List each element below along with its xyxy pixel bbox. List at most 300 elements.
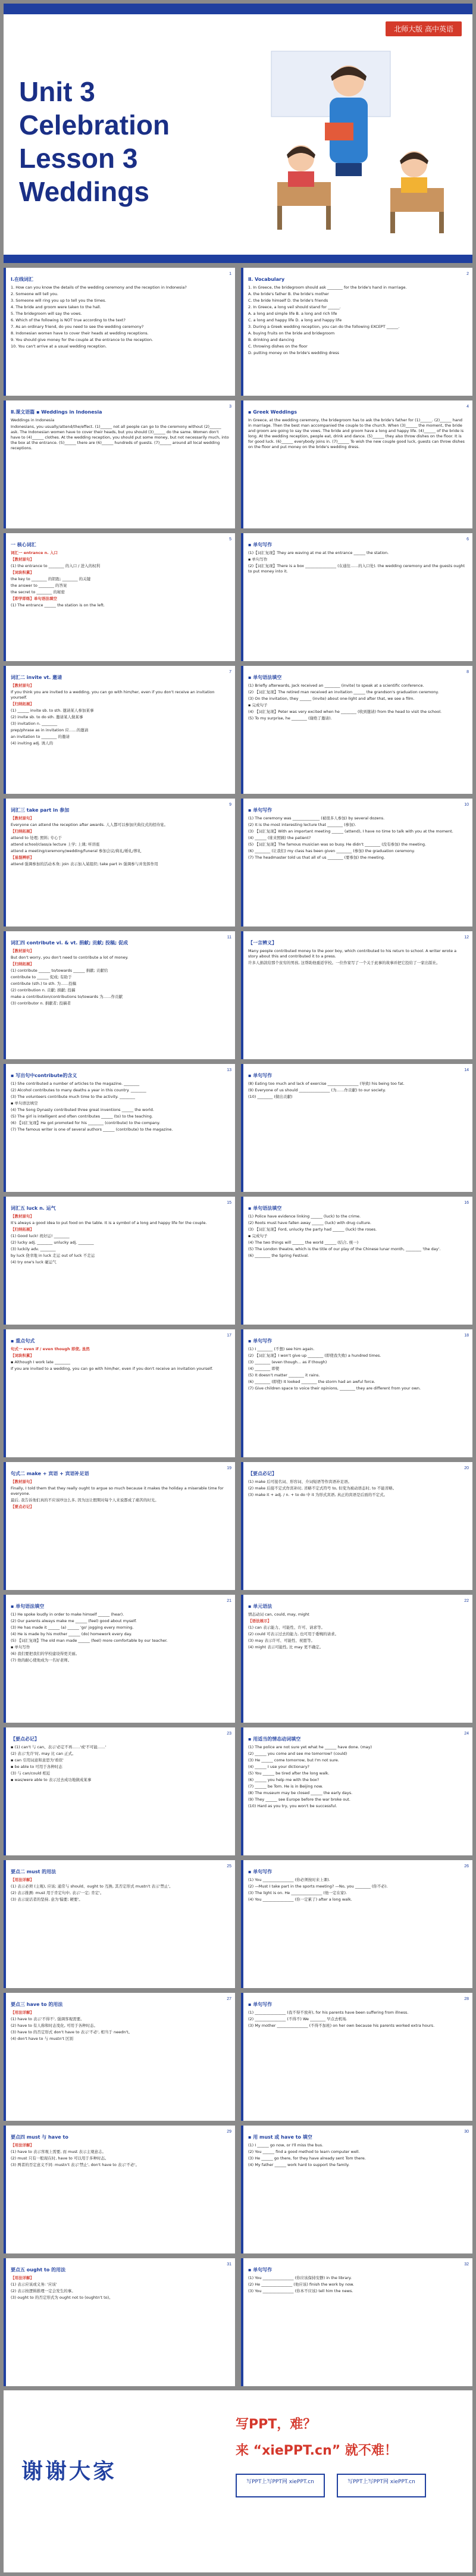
slide-line: (4) don't have to 与 mustn't 区别 [11,2036,73,2041]
slide-line: (2) 表示'允许'时, may 比 can 正式。 [11,1751,76,1756]
slide-number: 22 [464,1599,469,1603]
slide-title: 词汇三 take part in 参加 [11,807,70,813]
slide-line: (6) ________ (让我们) my class has been given ________ (参加) the graduation ceremony. [248,849,415,853]
slide-line: (4) ______ (谁来照顾) the patient? [248,835,311,840]
slide-line: attend a meeting/ceremony/wedding/funeral 参加会议/典礼/婚礼/葬礼 [11,849,142,853]
slide-11 [4,931,235,1059]
slide-4 [241,400,472,528]
slide-14 [241,1064,472,1192]
slide-line: (2) must 只有一般现在时, have to 可以用于多种时态。 [11,2156,109,2161]
slide-accent-bar [4,1727,6,1855]
slide-body [11,1072,229,1186]
slide-body [11,542,229,655]
slide-17 [4,1329,235,1457]
slide-title: 词汇五 luck n. 运气 [11,1206,56,1211]
slide-accent-bar [4,1197,6,1325]
slide-line: (4) try one's luck 碰运气 [11,1260,57,1264]
slide-line: (3) contributor n. 捐献者; 投稿者 [11,1001,71,1006]
slide-line: (4) ________ 即使 [248,1366,280,1371]
slide-line: 【即学即练】单句语法填空 [11,596,57,601]
slide-body [11,1868,229,1982]
ad-box-left: 写PPT上写PPT网 xiePPT.cn [236,2474,325,2497]
slide-number: 7 [229,670,231,674]
slide-body [11,276,229,390]
slide-line: (3) The volunteers contribute much time to the activity. ________ [11,1094,135,1099]
slide-accent-bar [241,533,243,661]
slide-line: (6) ________ (即使) It looked ________ the storm had an awful force. [248,1379,375,1384]
title-line: Weddings [19,176,149,207]
slide-line: (2) ________________ (不得不) We ________ 早点去机场. [248,2017,347,2021]
slide-2 [241,268,472,396]
slide-line: 10. You can't arrive at a usual wedding reception. [11,344,107,349]
slide-line: (10) ________ (做出贡献) [248,1094,293,1099]
slide-accent-bar [241,799,243,927]
slide-accent-bar [4,666,6,794]
slide-title: 【要点必记】 [11,1736,39,1742]
slide-line: by luck 侥幸地 in luck 走运 out of luck 不走运 [11,1253,95,1258]
slide-number: 16 [464,1201,469,1205]
slide-body [11,2134,229,2248]
slide-line: (2) could 可表示过去的能力, 也可用于委婉的请求。 [248,1632,339,1636]
slide-number: 32 [464,2262,469,2267]
slide-accent-bar [241,1064,243,1192]
slide-line: 【词块积累】 [11,570,34,575]
slide-title: ▪ 用 must 或 have to 填空 [248,2134,312,2140]
title-line: Lesson 3 [19,143,138,174]
slide-number: 5 [229,537,231,542]
slide-line: (2) 【词汇复现】I won't give up ________ (即使我失败) a hundred times. [248,1353,381,1358]
slide-line: (3) He ______ go there, for they have already sent Tom there. [248,2156,366,2161]
slide-24 [241,1727,472,1855]
slide-line: (1) You ________________ (你应该保持安静) in the library. [248,2275,352,2280]
slide-line: (2) ______ you come and see me tomorrow? (could) [248,1751,347,1756]
slide-line: (1) have to 表示客观上需要, 而 must 表示主观意志。 [11,2149,107,2154]
slide-number: 29 [227,2130,231,2134]
slide-line: attend 强调参加的活动本身; join 表示加入某组织; take part in 强调参与并发挥作用 [11,862,158,866]
slide-line: ▪ was/were able to 表示过去成功地做成某事 [11,1777,92,1782]
slide-line: 【教材原句】 [11,949,34,953]
slide-line: 【易混辨析】 [11,855,34,860]
slide-body [248,2267,466,2380]
slide-line: the secret to ________ 的秘密 [11,590,65,594]
slide-title: 要点五 ought to 的用法 [11,2267,66,2273]
slide-line: (5) 【词汇复现】The famous musician was so busy. He didn't ________ (没有参加) the meeting. [248,842,427,847]
slide-line: If you are invited to a wedding, you can go with him/her, even if you don't receive an invitation yourself. [11,1366,213,1371]
slide-line: an invitation to ________ 的邀请 [11,734,70,739]
slide-line: (4) might 表示可能性, 比 may 更不确定。 [248,1645,324,1649]
slide-body [248,542,466,655]
slide-title: ▪ 单句语法填空 [248,675,282,680]
slide-number: 25 [227,1864,231,1868]
slide-line: (7) ______ be Tom. He is in Beijing now. [248,1784,323,1789]
slide-line: 【用法详解】 [11,2010,34,2015]
slide-line: (8) The museum may be closed ______ the early days. [248,1791,353,1795]
slide-line: (2) Our parents always make me ______ (feel) good about myself. [11,1619,137,1623]
slide-line: (2)【词汇复现】There is a box ________________ (在通往……的入口处). the wedding ceremony and the guests ought to put money into it. [248,564,465,574]
cover-slide [4,4,472,263]
slide-line: (4) inviting adj. 诱人的 [11,741,54,746]
slide-line: 2. Someone will tell you. [11,292,58,296]
slide-line: (3) may 表示许可、可能性、祝愿等。 [248,1638,315,1643]
slide-number: 24 [464,1732,469,1736]
slide-line: 【教材原句】 [11,1479,34,1484]
slide-line: D. putting money on the bride's wedding dress [248,350,339,355]
slide-line: (5) To my surprise, he ________ (谢绝了邀请). [248,716,332,721]
slide-line: 8. Indonesian women have to cover their heads at wedding receptions. [11,331,149,336]
slide-line: make a contribution/contributions to/towards 为……作贡献 [11,994,123,999]
slide-line: 【教材原句】 [11,1214,34,1219]
ad-headline: 写PPT，难？ [236,2417,317,2432]
slide-29 [4,2126,235,2253]
slide-line: (5) The girl is intelligent and often contributes ______ (to) to the teaching. [11,1114,153,1119]
slide-3 [4,400,235,528]
slide-line: (6) ________ the Spring Festival. [248,1253,309,1258]
slide-line: 【用法详解】 [11,2275,34,2280]
slide-line: 【教材原句】 [11,683,34,688]
slide-line: (6) 我们要把我们的学校建设得更美丽。 [11,1651,80,1656]
slide-accent-bar [4,799,6,927]
slide-line: 【要点必记】 [11,1504,34,1509]
slide-21 [4,1595,235,1723]
slide-line: ▪ be able to 可用于各种时态 [11,1764,62,1769]
slide-line: (3) 【词汇复现】With an important meeting ______ (attend), I have no time to talk with you at the moment. [248,829,453,834]
slide-line: (5) You ______ be tired after the long walk. [248,1771,330,1776]
slide-line: (3) 与 can/could 相近 [11,1771,51,1776]
slide-line: (7) The headmaster told us that all of us ________ (要参加) the meeting. [248,855,386,860]
slide-line: It's always a good idea to put food on the table. It is a symbol of a long and happy life for the couple. [11,1220,207,1225]
slide-number: 18 [464,1334,469,1338]
slide-accent-bar [241,1727,243,1855]
slide-body [248,674,466,788]
slide-accent-bar [241,1462,243,1590]
slide-title: ▪ 用适当的情态动词填空 [248,1736,301,1742]
slide-line: (1) You ________________ (你必须按时来上课). [248,1877,330,1882]
slide-title: ▪ 单句写作 [248,1073,273,1078]
slide-number: 13 [227,1068,231,1072]
slide-line: Many people contributed money to the poor boy, which contributed to his return to school. A writer wrote a story about this and contributed it to a press. [248,949,457,959]
title-line: Celebration [19,109,170,140]
slide-title: ▪ 单句写作 [248,1869,273,1874]
slide-line: (6) 【词汇复现】He got promoted for his ________ (contribute) to the company. [11,1120,161,1125]
slide-line: 6. Which of the following is NOT true according to the text? [11,318,126,323]
slide-title: 【一言辨义】 [248,940,277,946]
slide-line: 词汇一 entrance n. 入口 [11,550,58,555]
slide-line: (3) My mother ________________ (不得不加班) on her own because his parents worked extra hours. [248,2023,435,2028]
slide-line: the answer to ________ 的答案 [11,583,67,588]
slide-body [248,1868,466,1982]
slide-line: ▪ 单句写作 [11,1645,30,1649]
slide-18 [241,1329,472,1457]
slide-accent-bar [241,400,243,528]
slide-number: 6 [466,537,469,542]
slide-accent-bar [241,1329,243,1457]
slide-22 [241,1595,472,1723]
slide-body [11,940,229,1053]
slide-line: (4) My father ______ work hard to support the family. [248,2162,350,2167]
slide-line: (3) He ______ come tomorrow, but I'm not sure. [248,1758,339,1763]
slide-line: 【归纳拓展】 [11,1227,34,1232]
slide-line: (2) It is the most interesting lecture that ________ (参加). [248,822,356,827]
slide-line: (3) 两者的否定意义不同: mustn't 表示'禁止', don't have to 表示'不必'。 [11,2162,139,2167]
slide-12 [241,931,472,1059]
slide-accent-bar [241,268,243,396]
slide-line: 9. You should give money for the couple at the entrance to the reception. [11,337,154,342]
slide-13 [4,1064,235,1192]
slide-line: 最后, 我告诉他们真的不应该吵这么多, 因为这让假期对每个人来说都成了痛苦的时光。 [11,1498,159,1503]
slide-line: 2. In Greece, a long veil should stand for ______. [248,305,341,309]
slide-accent-bar [241,1595,243,1723]
slide-line: the key to ________ 的钥匙; ________ 的关键 [11,577,91,581]
slide-line: 情态动词 can, could, may, might [248,1612,309,1617]
slide-title: ▪ 单句写作 [248,1338,273,1344]
slide-line: 【归纳拓展】 [11,962,34,966]
slide-number: 11 [227,935,231,940]
slide-body [11,1338,229,1451]
slide-26 [241,1860,472,1988]
slide-line: (1) Good luck! 祝好运! ________ [11,1234,70,1238]
slide-line: (5) The London theatre, which is the title of our play of the Chinese lunar month, ________ 'the day'. [248,1247,441,1251]
slide-line: (4) He is made by his mother ______ (do) homework every day. [11,1632,132,1636]
slide-line: (6) ______ you help me with the box? [248,1777,320,1782]
slide-15 [4,1197,235,1325]
teacher-students-illustration [259,45,456,242]
slide-line: 3. Someone will ring you up to tell you the times. [11,298,107,303]
slide-title: 要点三 have to 的用法 [11,2002,63,2007]
slide-body [248,1470,466,1584]
slide-line: (1) make 后可接名词、形容词、介词短语等作宾语补足语。 [248,1479,352,1484]
slide-title: ▪ 单元语法 [248,1604,273,1609]
slide-line: (3) make it + adj. / n. + to do 中 it 为形式宾语, 真正的宾语是后面的不定式。 [248,1492,388,1497]
slide-line: (4) The Song Dynasty contributed three great inventions ______ the world. [11,1107,154,1112]
slide-line: (1) The ceremony was ______________ (被很多人参加) by several dozens. [248,816,385,821]
slide-line: (1) have to 表示'不得不', 强调客观需要。 [11,2017,84,2021]
slide-line: contribute to ______ 促成; 有助于 [11,975,72,979]
ending-slide [4,2390,472,2572]
slide-line: (4) The two things will ______ the world ______ (结合, 统一) [248,1240,359,1245]
slide-line: (1) 表示应该或义务: '应该' [11,2282,57,2287]
slide-line: (3) invitation n. ________ [11,721,58,726]
slide-line: (3) have to 的否定形式 don't have to 表示'不必', 相当于 needn't。 [11,2030,133,2034]
slide-number: 8 [466,670,469,674]
slide-line: ▪ 单句写作 [248,557,268,562]
slide-line: (1) 表示必须 (主观), 应该; 通常与 should、ought to 互换, 其否定形式 mustn't 表示'禁止'。 [11,1884,173,1889]
slide-line: In Greece, at the wedding ceremony, the bridegroom has to ask the bride's father for (1)______. (2)______ hand in marriage. Then the best man accompanied the couple to the church. When (3)______ the moment, the bride and groom are going to say the vows. The bride and groom have a long and happy life. (4)______ of the bride is long. At the wedding reception, people eat, drink and dance. (5)______ they also throw dishes on the floor. It is for good luck. (6)______ everybody joins in. (7)______ To wish the new couple good luck, guests can throw dishes on the floor and put money on the bride's wedding dress. [248,418,465,449]
slide-line: (1) the entrance to ________ 的入口 / 进入的权利 [11,564,101,568]
slide-line: (2) 表示推测: must 用于肯定句中, 表示'一定; 肯定'。 [11,1890,104,1895]
slide-line: (1) contribute ______ to/towards ______ 捐献; 贡献给 [11,968,108,973]
slide-accent-bar [4,1329,6,1457]
slide-line: 1. In Greece, the bridegroom should ask ________ for the bride's hand in marriage. [248,285,407,290]
slide-line: (2) Alcohol contributes to many deaths a year in this country. ________ [11,1088,146,1093]
slide-title: ▪ 单句写作 [248,2267,273,2273]
slide-line: C. throwing dishes on the floor [248,344,308,349]
slide-number: 26 [464,1864,469,1868]
slide-line: 3. During a Greek wedding reception, you can do the following EXCEPT ______. [248,324,400,329]
slide-line: 【用法详解】 [11,1877,34,1882]
slide-line: (5) 【词汇复现】The old man made ______ (feel) more comfortable by our teacher. [11,1638,168,1643]
slide-number: 2 [466,272,469,276]
slide-line: (2) 【词汇复现】The retired man received an invitation ______ the grandson's graduation ceremony. [248,690,439,694]
slide-line: (10) Hard as you try, you won't be successful. [248,1804,337,1808]
slide-title: Ⅱ. Vocabulary [248,277,285,282]
slide-title: ▪ 单句写作 [248,807,273,813]
slide-line: 许多人捐款给那个贫穷的男孩, 这帮助他重返学校。一位作家写了一个关于此事的故事并把它投给了一家出版社。 [248,960,440,965]
slide-accent-bar [4,2126,6,2253]
slide-number: 20 [464,1466,469,1470]
slide-23 [4,1727,235,1855]
slide-number: 1 [229,272,231,276]
slide-title: ▪ 单句语法填空 [11,1604,45,1609]
slide-number: 27 [227,1997,231,2001]
slide-line: (1) She contributed a number of articles to the magazine. ________ [11,1081,140,1086]
slide-line: (1) I ________ (不想) see him again. [248,1347,315,1351]
slide-line: (4) 【词汇复现】Peter was very excited when he ________ (收到邀请) from the head to visit the school. [248,709,442,714]
slide-5 [4,533,235,661]
slide-line: 1. How can you know the details of the wedding ceremony and the reception in Indonesia? [11,285,187,290]
slide-line: (3) 【词汇复现】Ford, unlucky the party had ______ (luck) the roses. [248,1227,377,1232]
ad-box-right: 写PPT上写PPT网 xiePPT.cn [337,2474,426,2497]
slide-line: (1) can 表示能力、可能性、许可、请求等。 [248,1625,325,1630]
slide-line: (7) The famous writer is one of several authors ______ (contribute) to the magazine. [11,1127,173,1132]
slide-number: 31 [227,2262,231,2267]
slide-line: ▪ 完成句子 [248,1234,268,1238]
slide-line: 4. The bride and groom were taken to the hall. [11,305,101,309]
slide-accent-bar [4,1993,6,2121]
slide-line: A. the bride's father B. the bride's mother [248,292,329,296]
slide-1 [4,268,235,396]
slide-line: (4) ______ I use your dictionary? [248,1764,309,1769]
slide-accent-bar [4,533,6,661]
slide-title: Ⅰ.在线词汇 [11,277,34,282]
slide-accent-bar [241,1197,243,1325]
slide-accent-bar [4,2258,6,2386]
ad-slogan: 来 “xiePPT.cn” 就不难！ [236,2443,397,2458]
slide-line: (4) You ________________ (你一定累了) after a long walk. [248,1897,352,1902]
slide-line: 【教材原句】 [11,816,34,821]
slide-line: (3) He has made it ______ (a) ______ 'go' jogging every morning. [11,1625,134,1630]
slide-line: 【词块积累】 [11,1353,34,1358]
slide-line: Weddings in Indonesia [11,418,55,422]
slide-line: Everyone can attend the reception after awards. 人人都可以参加庆典仪式的招待宴。 [11,822,168,827]
slide-title: 【要点必记】 [248,1471,277,1476]
slide-accent-bar [241,931,243,1059]
slide-number: 9 [229,803,231,807]
slide-line: (1) He spoke loudly in order to make himself ______ (hear). [11,1612,124,1617]
slide-body [11,1603,229,1717]
slide-accent-bar [4,1064,6,1192]
slide-line: (8) Eating too much and lack of exercise ________________ (导致) his being too fat. [248,1081,405,1086]
slide-line: (2) contribution n. 贡献; 捐献; 投稿 [11,988,76,993]
slide-number: 17 [227,1334,231,1338]
slide-line: prep/phrase as in invitation 应……的邀请 [11,728,89,733]
slide-line: (3) 表示说话者的坚持, 意为'偏要; 硬要'。 [11,1897,83,1902]
slide-line: attend school/class/a lecture 上学; 上课; 听讲座 [11,842,100,847]
slide-line: (9) Everyone of us should ________________ (为……作贡献) to our society. [248,1088,386,1093]
slide-title: ▪ 写出句中contribute的含义 [11,1073,77,1078]
slide-line: contribute (sth.) to sth. 为……投稿 [11,981,77,986]
slide-line: (2) —Must I take part in the sports meeting? —No, you ________ (你不必). [248,1884,388,1889]
slide-accent-bar [241,2126,243,2253]
slide-number: 30 [464,2130,469,2134]
slide-body [248,940,466,1053]
slide-line: 5. The bridegroom will say the vows. [11,311,82,316]
slide-line: 【教材原句】 [11,557,34,562]
slide-accent-bar [241,666,243,794]
slide-body [248,1338,466,1451]
slide-body [248,807,466,921]
slide-number: 21 [227,1599,231,1603]
slide-line: (1) Briefly afterwards, Jack received an ________ (invite) to speak at a scientific conference. [248,683,424,688]
slide-number: 19 [227,1466,231,1470]
slide-16 [241,1197,472,1325]
slide-line: 句式一 even if / even though 即使, 虽然 [11,1347,90,1351]
slide-body [11,1470,229,1584]
slide-line: ▪ 完成句子 [248,703,268,708]
slide-line: (3) luckily adv. ________ [11,1247,56,1251]
slide-body [11,2001,229,2115]
title-line: Unit 3 [19,76,95,107]
slide-line: attend to 处理; 照料; 专心于 [11,835,62,840]
slide-body [248,1736,466,1849]
slide-line: (2) have to 有人称和时态变化, 可用于各种时态。 [11,2023,98,2028]
slide-number: 12 [464,935,469,940]
slide-body [11,674,229,788]
slide-line: Indonesians, you usually/attend/the/effect. (1)______ not all people can go to the ceremony without (2)______ ask. The Indonesian women have to cover their heads, but you should (3)______ do the same. Women don't have to (4)______ clothes. At the wedding reception, you should put some money, but not necessarily much, into the box at the entrance. (5)______ there are (6)______ hundreds of guests. (7)______ around all local wedding receptions. [11,424,229,450]
slide-line: (3) ought to 的否定形式为 ought not to (oughtn't to)。 [11,2295,113,2300]
slide-line: (3) You ________________ (你本不应该) tell him the news. [248,2289,353,2293]
slide-line: (3) The light is on. He ________________ (他一定在家). [248,1890,347,1895]
slide-30 [241,2126,472,2253]
slide-line: (2) 表示按逻辑推理一定会发生的事。 [11,2289,76,2293]
slide-line: ▪ (1) can't 与 can、表示'必定不再……'或'不可能……' [11,1745,107,1749]
slide-title: 一 核心词汇 [11,542,36,547]
cover-title [19,75,269,208]
slide-body [248,1205,466,1319]
slide-line: C. the bride himself D. the bride's friends [248,298,328,303]
slide-body [248,276,466,390]
slide-10 [241,799,472,927]
slide-line: ▪ Although I work late ________ [11,1360,70,1364]
slide-line: 【语法展示】 [248,1619,271,1623]
slide-accent-bar [241,2258,243,2386]
slide-accent-bar [4,1595,6,1723]
slide-body [248,2134,466,2248]
slide-line: (1) ______ invite sb. to sth. 邀请某人参加某事 [11,708,94,713]
slide-accent-bar [4,1462,6,1590]
slide-line: ▪ can 引用词意和意思为'看似' [11,1758,64,1763]
slide-title: 要点二 must 的用法 [11,1869,57,1874]
slide-line: (1) Police have evidence linking ______ (luck) to the crime. [248,1214,361,1219]
slide-19 [4,1462,235,1590]
slide-line: (1) I ______ go now, or I'll miss the bus. [248,2143,324,2148]
slide-line: A. buying fruits on the bride and bridegroom [248,331,335,336]
slide-line: ▪ 单句语法填空 [11,1101,38,1106]
slide-line: (1) The entrance ______ the station is on the left. [11,603,105,608]
slide-32 [241,2258,472,2386]
slide-line: (5) It doesn't matter ________ it rains. [248,1373,320,1378]
slide-accent-bar [241,1860,243,1988]
slide-28 [241,1993,472,2121]
slide-line: (1) The police are not sure yet what he ______ have done. (may) [248,1745,372,1749]
slide-number: 28 [464,1997,469,2001]
slide-line: If you think you are invited to a wedding, you can go with him/her, even if you don't receive an invitation yourself. [11,690,215,700]
slide-number: 3 [229,405,231,409]
slide-line: (2) lucky adj. ________ unlucky adj. ________ [11,1240,94,1245]
slide-line: (1) ________________ (我不得不放弃), for his parents have been suffering from illness. [248,2010,409,2015]
slide-title: ▪ 单句写作 [248,2002,273,2007]
slide-title: ▪ 单句写作 [248,542,273,547]
slide-number: 23 [227,1732,231,1736]
